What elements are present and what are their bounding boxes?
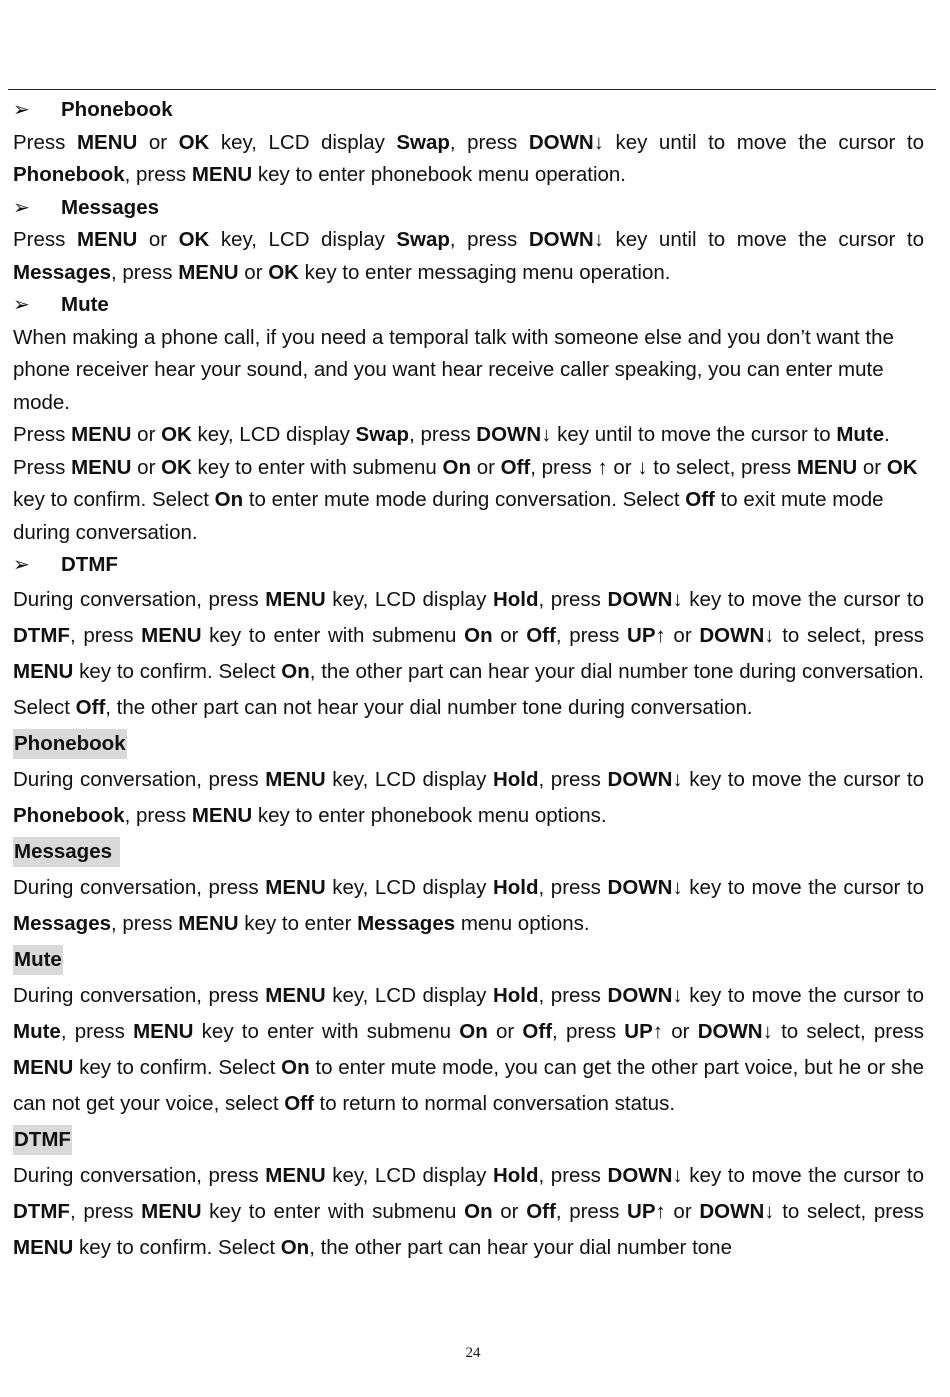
page-content <box>13 94 924 1266</box>
section-dtmf <box>13 1122 924 1158</box>
bullet-heading-dtmf <box>13 549 924 582</box>
bold-term: Swap <box>396 130 450 154</box>
paragraph: During conversation, press MENU key, LCD display Hold, press DOWN↓ key to move the cursor to DTMF, press MENU key to enter with submenu On or Off, press UP↑ or DOWN↓ to select, press MENU key to confirm. Select On, the other part can hear your dial number tone during conversation. Select Off, the other part can not hear your dial number tone during conversation. <box>13 587 925 719</box>
bold-term: MENU <box>265 587 326 611</box>
bold-term: Hold <box>492 1163 539 1187</box>
bold-term: On <box>459 1019 488 1043</box>
bold-term: MENU <box>76 130 138 154</box>
header-rule <box>8 89 936 90</box>
bold-term: MENU <box>178 260 239 284</box>
bold-term: OK <box>886 455 918 479</box>
bold-term: OK <box>178 130 210 154</box>
bold-term: MENU <box>13 1055 74 1079</box>
bold-term: OK <box>161 423 192 446</box>
bold-term: On <box>214 488 244 511</box>
bold-term: Off <box>685 488 715 511</box>
paragraph: Press MENU or OK key, LCD display Swap, press DOWN↓ key until to move the cursor to Mute. <box>13 423 890 446</box>
bold-term: DOWN↓ <box>476 423 552 446</box>
bold-term: Phonebook <box>13 803 125 827</box>
bold-term: MENU <box>178 911 239 935</box>
bold-term: Off <box>284 1091 314 1115</box>
bold-term: DOWN↓ <box>699 1199 775 1223</box>
section-heading: Messages <box>13 837 120 867</box>
section-heading: Mute <box>13 945 63 975</box>
paragraph: Press MENU or OK key, LCD display Swap, press DOWN↓ key until to move the cursor to Phonebook, press MENU key to enter phonebook menu operation. <box>13 130 924 186</box>
bold-term: Swap <box>396 228 450 251</box>
bold-term: Mute <box>836 423 885 446</box>
paragraph: Press MENU or OK key, LCD display Swap, press DOWN↓ key until to move the cursor to Messages, press MENU or OK key to enter messaging menu operation. <box>13 228 924 284</box>
bold-term: On <box>442 455 471 479</box>
paragraph: When making a phone call, if you need a temporal talk with someone else and you don’t want the phone receiver hear your sound, and you want hear receive caller speaking, you can enter mute mode. <box>13 325 894 414</box>
bold-term: Hold <box>492 767 539 791</box>
bold-term: Off <box>522 1019 553 1043</box>
bold-term: Off <box>75 695 106 719</box>
bold-term: On <box>281 659 310 683</box>
bold-term: OK <box>268 260 299 284</box>
bold-term: MENU <box>13 659 74 683</box>
bold-term: Mute <box>13 1019 61 1043</box>
bold-term: Hold <box>492 983 539 1007</box>
bold-term: MENU <box>133 1019 194 1043</box>
bold-term: Hold <box>492 875 539 899</box>
page-number: 24 <box>465 1345 481 1361</box>
bold-term: On <box>464 1199 493 1223</box>
bold-term: UP↑ <box>627 1199 666 1223</box>
bullet-title: DTMF <box>61 553 118 576</box>
bold-term: DOWN↓ <box>607 1163 683 1187</box>
section-heading: DTMF <box>13 1125 72 1155</box>
arrow-bullet-icon: ➢ <box>13 99 30 121</box>
bullet-heading-phonebook <box>13 94 924 127</box>
bold-term: MENU <box>265 983 326 1007</box>
bold-term: Messages <box>13 260 112 284</box>
bold-term: Swap <box>355 423 410 446</box>
bold-term: Messages <box>357 911 456 935</box>
bold-term: UP↑ <box>627 623 666 647</box>
bold-term: Off <box>500 455 531 479</box>
bold-term: DTMF <box>13 1199 70 1223</box>
bold-term: DOWN↓ <box>699 623 775 647</box>
bold-term: MENU <box>71 423 132 446</box>
bold-term: DOWN↓ <box>607 587 683 611</box>
bullet-title: Messages <box>61 195 160 219</box>
paragraph: During conversation, press MENU key, LCD display Hold, press DOWN↓ key to move the cursor to DTMF, press MENU key to enter with submenu On or Off, press UP↑ or DOWN↓ to select, press MENU key to confirm. Select On, the other part can hear your dial number tone <box>13 1163 925 1259</box>
bold-term: On <box>281 1055 310 1079</box>
paragraph: During conversation, press MENU key, LCD display Hold, press DOWN↓ key to move the cursor to Mute, press MENU key to enter with submenu On or Off, press UP↑ or DOWN↓ to select, press MENU key to confirm. Select On to enter mute mode, you can get the other part voice, but he or she can not get your voice, select Off to return to normal conversation status. <box>13 983 925 1115</box>
bold-term: MENU <box>141 623 202 647</box>
bullet-heading-messages <box>13 192 924 225</box>
bold-term: DTMF <box>13 623 70 647</box>
bold-term: On <box>280 1235 310 1259</box>
section-messages <box>13 834 924 870</box>
bold-term: MENU <box>191 803 253 827</box>
paragraph: During conversation, press MENU key, LCD display Hold, press DOWN↓ key to move the cursor to Messages, press MENU key to enter Messages menu options. <box>13 875 925 935</box>
bold-term: DOWN↓ <box>697 1019 773 1043</box>
bold-term: MENU <box>265 767 326 791</box>
bold-term: MENU <box>191 163 253 186</box>
bullet-heading-mute <box>13 289 924 322</box>
section-mute <box>13 942 924 978</box>
bold-term: DOWN↓ <box>528 228 604 251</box>
bold-term: MENU <box>13 1235 74 1259</box>
bold-term: MENU <box>141 1199 202 1223</box>
bold-term: DOWN↓ <box>607 875 683 899</box>
section-heading: Phonebook <box>13 729 127 759</box>
bold-term: MENU <box>265 875 326 899</box>
arrow-bullet-icon: ➢ <box>13 554 30 576</box>
bold-term: Messages <box>13 911 112 935</box>
arrow-bullet-icon: ➢ <box>13 196 30 219</box>
bold-term: MENU <box>265 1163 326 1187</box>
bold-term: UP↑ <box>624 1019 664 1043</box>
bold-term: Phonebook <box>13 163 125 186</box>
bold-term: DOWN↓ <box>528 130 604 154</box>
bold-term: OK <box>178 228 210 251</box>
bold-term: OK <box>161 455 192 479</box>
bold-term: Hold <box>492 587 539 611</box>
section-phonebook <box>13 726 924 762</box>
arrow-bullet-icon: ➢ <box>13 294 30 316</box>
bold-term: MENU <box>71 455 132 479</box>
bold-term: DOWN↓ <box>607 983 683 1007</box>
bold-term: On <box>464 623 493 647</box>
bold-term: Off <box>526 623 556 647</box>
paragraph: Press MENU or OK key to enter with submenu On or Off, press ↑ or ↓ to select, press MENU or OK key to confirm. Select On to enter mute mode during conversation. Select Off to exit mute mode during conversation. <box>13 455 918 544</box>
bullet-title: Mute <box>61 293 109 316</box>
paragraph: During conversation, press MENU key, LCD display Hold, press DOWN↓ key to move the cursor to Phonebook, press MENU key to enter phonebook menu options. <box>13 767 925 827</box>
bold-term: Off <box>526 1199 556 1223</box>
bold-term: DOWN↓ <box>607 767 683 791</box>
bold-term: MENU <box>796 455 858 479</box>
bold-term: MENU <box>76 228 138 251</box>
bullet-title: Phonebook <box>61 98 173 121</box>
